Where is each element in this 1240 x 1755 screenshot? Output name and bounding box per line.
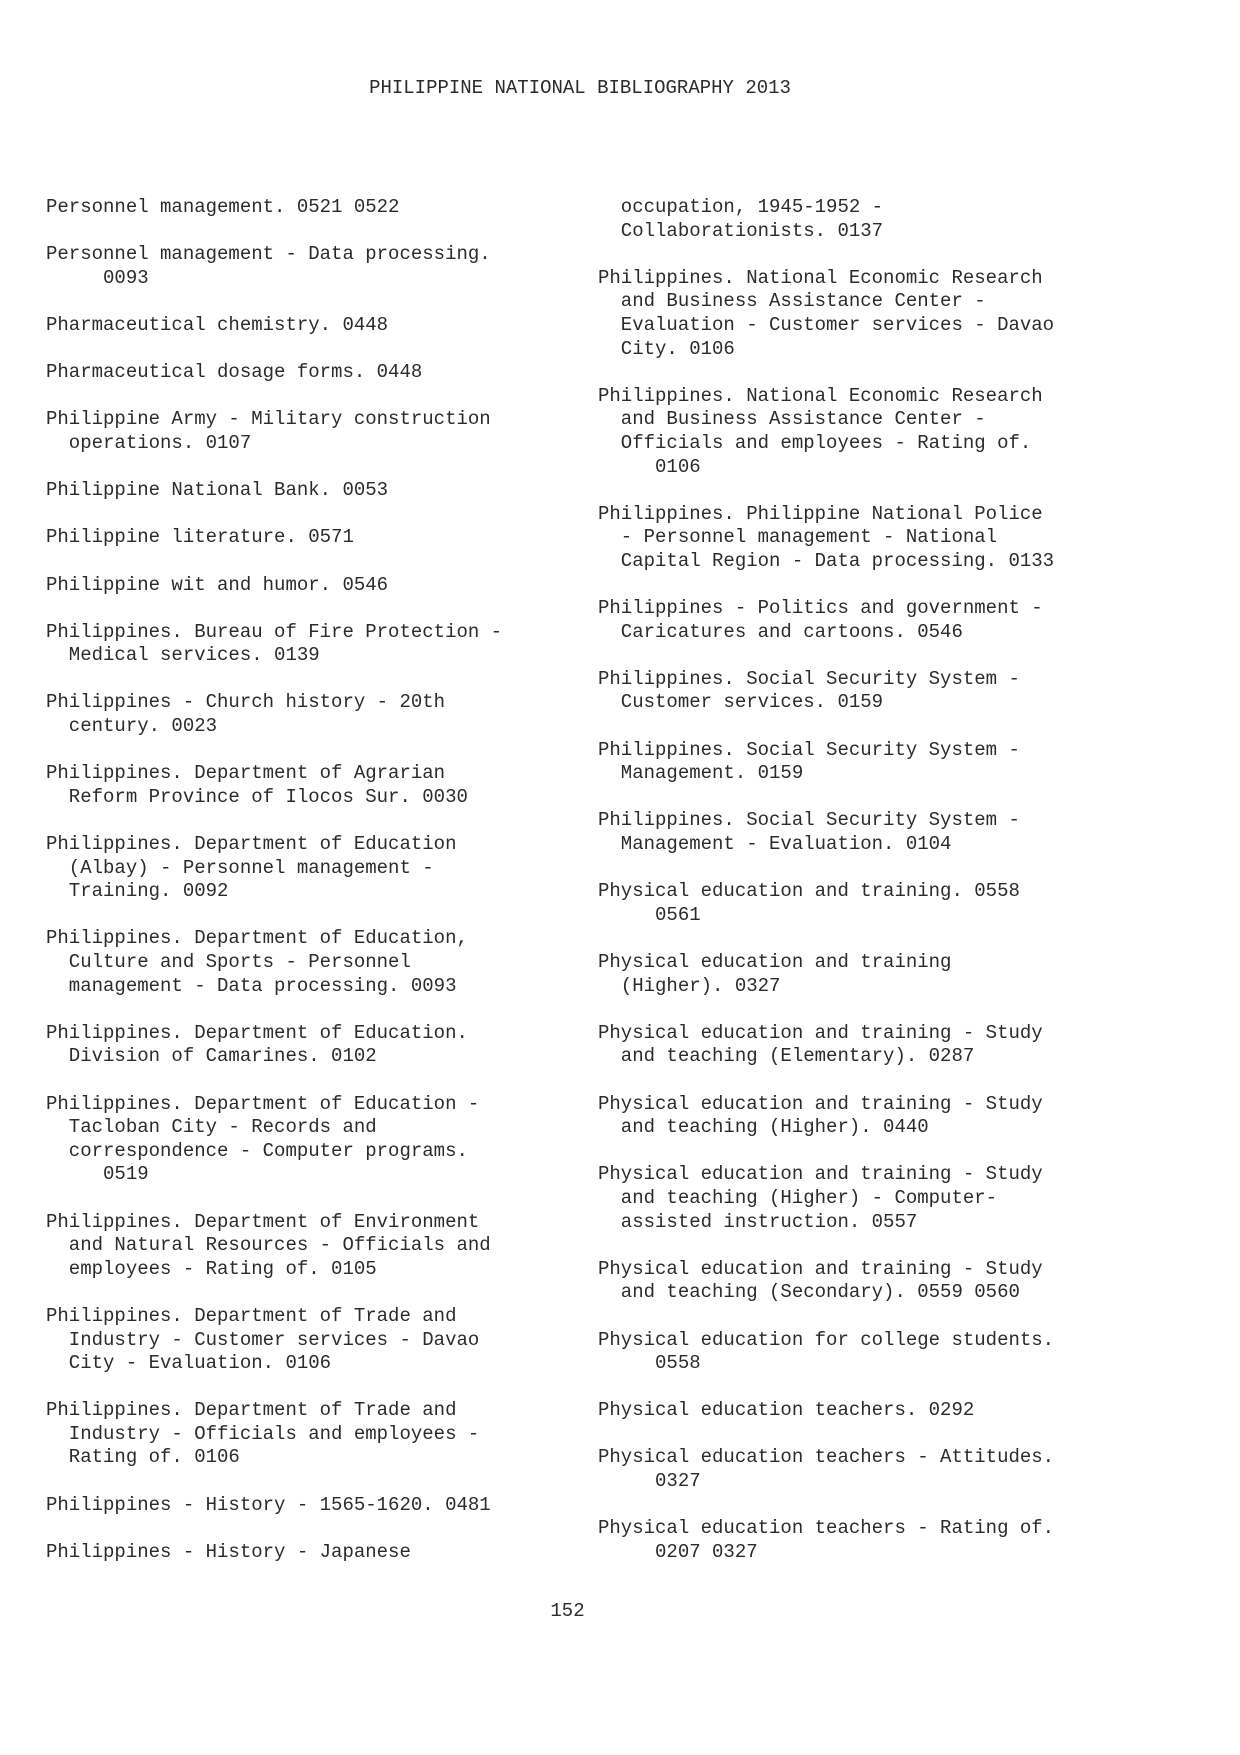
index-entry-line: Reform Province of Ilocos Sur. 0030	[46, 785, 468, 808]
index-entry-line: Philippines - Church history - 20th	[46, 691, 446, 714]
index-entry-line: Tacloban City - Records and	[46, 1116, 377, 1139]
index-entry-line: Physical education for college students.	[598, 1328, 1055, 1351]
index-entry	[598, 880, 1118, 927]
index-entry	[46, 526, 566, 550]
index-entry	[46, 762, 566, 809]
index-entry-line: Training. 0092	[46, 880, 229, 903]
index-entry	[46, 314, 566, 338]
index-entry	[46, 1494, 566, 1518]
index-entry	[46, 574, 566, 598]
index-entry	[46, 1305, 566, 1376]
index-entry-line: Philippines. Department of Trade and	[46, 1304, 457, 1327]
index-entry	[598, 951, 1118, 998]
index-entry-line: Physical education and training - Study	[598, 1257, 1043, 1280]
index-entry-line: Physical education and training. 0558	[598, 880, 1020, 903]
index-entry-line: Pharmaceutical chemistry. 0448	[46, 313, 389, 336]
index-entry-line: Management - Evaluation. 0104	[598, 833, 952, 856]
index-entry-line: 0519	[46, 1163, 149, 1186]
index-entry	[46, 479, 566, 503]
index-entry-line: Philippines. National Economic Research	[598, 266, 1043, 289]
index-entry-line: Customer services. 0159	[598, 691, 884, 714]
index-entry-line: assisted instruction. 0557	[598, 1210, 918, 1233]
index-entry-line: Philippines. Social Security System -	[598, 667, 1020, 690]
index-entry	[46, 1399, 566, 1470]
index-entry	[46, 1093, 566, 1187]
index-entry-line: Philippine National Bank. 0053	[46, 479, 389, 502]
left-column	[46, 196, 566, 1588]
index-entry	[598, 503, 1118, 574]
index-entry-line: Philippines. Department of Trade and	[46, 1399, 457, 1422]
index-entry	[598, 1399, 1118, 1423]
index-entry-line: Industry - Officials and employees -	[46, 1422, 480, 1445]
index-entry-line: employees - Rating of. 0105	[46, 1257, 377, 1280]
index-entry-line: Physical education teachers - Attitudes.	[598, 1446, 1055, 1469]
index-entry-line: Philippines. Department of Education	[46, 833, 457, 856]
index-entry-line: Philippines - Politics and government -	[598, 597, 1043, 620]
index-entry	[46, 1541, 566, 1565]
index-entry-line: and teaching (Secondary). 0559 0560	[598, 1281, 1020, 1304]
index-entry-line: Philippines. Department of Agrarian	[46, 762, 446, 785]
page-number: 152	[550, 1600, 585, 1622]
page-header: PHILIPPINE NATIONAL BIBLIOGRAPHY 2013	[369, 77, 791, 99]
index-entry-line: Philippines - History - 1565-1620. 0481	[46, 1493, 491, 1516]
index-entry-line: Division of Camarines. 0102	[46, 1045, 377, 1068]
index-entry-line: Philippine wit and humor. 0546	[46, 573, 389, 596]
index-entry	[598, 1093, 1118, 1140]
index-entry	[46, 833, 566, 904]
index-entry	[46, 1211, 566, 1282]
index-entry-line: Philippines. Philippine National Police	[598, 502, 1043, 525]
index-entry	[46, 927, 566, 998]
index-entry-line: operations. 0107	[46, 431, 252, 454]
index-entry-line: Industry - Customer services - Davao	[46, 1328, 480, 1351]
index-entry	[598, 668, 1118, 715]
index-entry-line: Philippines. Department of Environment	[46, 1210, 480, 1233]
index-entry-line: 0106	[598, 455, 701, 478]
index-entry-line: management - Data processing. 0093	[46, 974, 457, 997]
index-entry-line: and Business Assistance Center -	[598, 408, 986, 431]
index-entry-line: Physical education and training - Study	[598, 1021, 1043, 1044]
index-entry	[598, 267, 1118, 361]
index-entry-line: City - Evaluation. 0106	[46, 1352, 332, 1375]
index-entry-line: Rating of. 0106	[46, 1446, 240, 1469]
index-entry-line: Management. 0159	[598, 762, 804, 785]
index-entry-line: Philippines. Social Security System -	[598, 738, 1020, 761]
index-entry	[46, 408, 566, 455]
index-entry-line: correspondence - Computer programs.	[46, 1139, 468, 1162]
index-entry-line: Culture and Sports - Personnel	[46, 951, 411, 973]
index-entry-line: 0093	[46, 266, 149, 289]
index-entry-line: Philippines. Department of Education -	[46, 1092, 480, 1115]
index-entry-line: Personnel management. 0521 0522	[46, 196, 400, 218]
index-entry-line: City. 0106	[598, 337, 735, 360]
index-entry-line: occupation, 1945-1952 -	[598, 196, 884, 218]
index-entry-line: Philippines. Department of Education,	[46, 927, 468, 950]
index-entry	[598, 1258, 1118, 1305]
index-entry-line: (Albay) - Personnel management -	[46, 856, 434, 879]
index-entry-line: Medical services. 0139	[46, 644, 320, 667]
index-entry-line: and teaching (Higher). 0440	[598, 1116, 929, 1139]
index-entry-line: Pharmaceutical dosage forms. 0448	[46, 361, 423, 384]
index-entry-line: Philippines. Social Security System -	[598, 809, 1020, 832]
index-entry	[598, 385, 1118, 479]
index-entry-line: Philippines. National Economic Research	[598, 384, 1043, 407]
index-entry-line: Physical education teachers - Rating of.	[598, 1517, 1055, 1540]
index-entry	[46, 1022, 566, 1069]
index-entry-line: Collaborationists. 0137	[598, 219, 884, 242]
index-entry-line: Physical education teachers. 0292	[598, 1399, 975, 1422]
index-entry-line: Caricatures and cartoons. 0546	[598, 620, 963, 643]
index-entry-line: Officials and employees - Rating of.	[598, 431, 1032, 454]
index-entry-line: 0561	[598, 903, 701, 926]
index-entry	[598, 809, 1118, 856]
index-entry-line: Philippine literature. 0571	[46, 526, 354, 549]
index-entry-line: and teaching (Higher) - Computer-	[598, 1186, 998, 1209]
index-entry-line: and teaching (Elementary). 0287	[598, 1045, 975, 1068]
index-entry	[598, 1517, 1118, 1564]
index-entry	[46, 243, 566, 290]
index-entry-line: and Business Assistance Center -	[598, 290, 986, 313]
index-entry	[598, 1446, 1118, 1493]
index-entry-line: Capital Region - Data processing. 0133	[598, 549, 1055, 572]
index-entry-line: Personnel management - Data processing.	[46, 243, 491, 266]
index-entry-line: Philippine Army - Military construction	[46, 408, 491, 431]
index-entry	[46, 691, 566, 738]
index-entry-line: Philippines - History - Japanese	[46, 1540, 411, 1563]
index-entry	[46, 621, 566, 668]
index-entry	[598, 1329, 1118, 1376]
index-entry	[598, 196, 1118, 243]
index-entry-line: Evaluation - Customer services - Davao	[598, 313, 1055, 336]
index-entry-line: Physical education and training - Study	[598, 1092, 1043, 1115]
index-entry-line: 0327	[598, 1470, 701, 1493]
index-entry	[598, 739, 1118, 786]
index-entry	[598, 1163, 1118, 1234]
index-entry-line: and Natural Resources - Officials and	[46, 1234, 491, 1257]
index-entry	[598, 1022, 1118, 1069]
right-column	[598, 196, 1118, 1588]
index-entry	[598, 597, 1118, 644]
index-entry-line: (Higher). 0327	[598, 974, 781, 997]
index-entry-line: 0207 0327	[598, 1540, 758, 1563]
index-entry-line: Physical education and training	[598, 951, 952, 973]
index-entry-line: Physical education and training - Study	[598, 1163, 1043, 1186]
index-entry-line: - Personnel management - National	[598, 526, 998, 549]
index-entry-line: Philippines. Department of Education.	[46, 1021, 468, 1044]
index-entry-line: century. 0023	[46, 715, 218, 738]
index-entry-line: 0558	[598, 1352, 701, 1375]
index-entry	[46, 196, 566, 220]
index-entry-line: Philippines. Bureau of Fire Protection -	[46, 620, 503, 643]
index-entry	[46, 361, 566, 385]
